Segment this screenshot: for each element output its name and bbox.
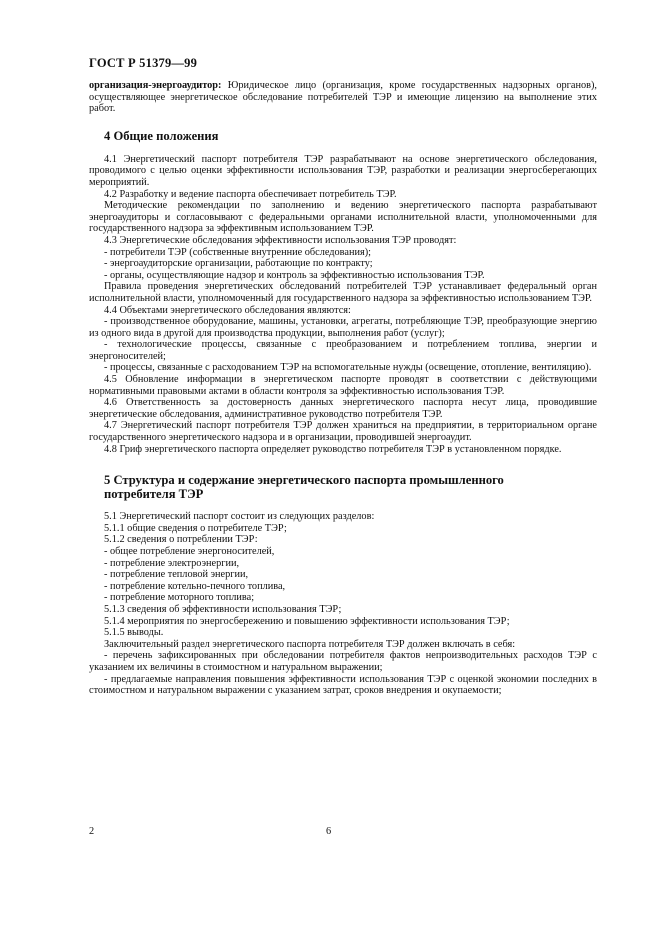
paragraph: 4.4 Объектами энергетического обследования являются:: [104, 304, 351, 316]
definition-text: Юридическое лицо (организация, кроме государственных надзорных органов), осуществляющее энергетическое обследование потребителей ТЭР и имеющие лицензию на выполнение этих работ.: [89, 80, 597, 115]
list-item: 5.1.3 сведения об эффективности использования ТЭР;: [104, 603, 342, 615]
list-item: - процессы, связанные с расходованием ТЭР на вспомогательные нужды (освещение, отопление, вентиляцию).: [104, 362, 592, 374]
list-item: - потребление моторного топлива;: [104, 592, 255, 604]
list-item: - производственное оборудование, машины, установки, агрегаты, потребляющие ТЭР, преобразующие энергию из одного вида в другой для производства продукции, выполнения работ (услуг);: [89, 316, 597, 339]
list-item: 5.1.4 мероприятия по энергосбережению и повышению эффективности использования ТЭР;: [104, 615, 510, 627]
section-5-body: [89, 511, 597, 697]
list-item: - потребление котельно-печного топлива,: [104, 580, 286, 592]
section-4-body: [89, 154, 597, 455]
paragraph: 4.7 Энергетический паспорт потребителя ТЭР должен храниться на предприятии, в территориальном органе государственного энергетического надзора и в организации, проводившей энергоаудит.: [89, 420, 597, 444]
list-item: - потребители ТЭР (собственные внутренние обследования);: [104, 246, 372, 258]
page-number-left: 2: [89, 826, 95, 837]
list-item: - предлагаемые направления повышения эффективности использования ТЭР с оценкой экономии последних в стоимостном и натуральном выражении с указанием затрат, сроков внедрения и окупаемости;: [89, 673, 597, 697]
paragraph: 4.2 Разработку и ведение паспорта обеспечивает потребитель ТЭР.: [104, 188, 397, 200]
page-number-center: 6: [326, 826, 332, 837]
definition-paragraph: [89, 80, 597, 115]
list-item: - органы, осуществляющие надзор и контроль за эффективностью использования ТЭР.: [104, 269, 485, 281]
section-5-title: 5 Структура и содержание энергетического паспорта промышленного потребителя ТЭР: [104, 473, 504, 502]
list-item: - технологические процессы, связанные с преобразованием и потреблением топлива, энергии и энергоносителей;: [89, 339, 597, 362]
page-body: [89, 80, 597, 697]
list-item: - энергоаудиторские организации, работающие по контракту;: [104, 258, 373, 270]
list-item: 5.1.2 сведения о потреблении ТЭР:: [104, 534, 258, 546]
paragraph: 4.8 Гриф энергетического паспорта определяет руководство потребителя ТЭР в установленном порядке.: [104, 443, 562, 455]
document-code: ГОСТ Р 51379—99: [89, 56, 198, 70]
list-item: - общее потребление энергоносителей,: [104, 546, 275, 557]
paragraph: 4.1 Энергетический паспорт потребителя ТЭР разрабатывают на основе энергетического обследования, проводимого с целью оценки эффективности использования ТЭР, разработки и реализации энергосберегающих мероприятий.: [89, 153, 597, 188]
paragraph: 4.5 Обновление информации в энергетическом паспорте проводят в соответствии с действующими нормативными правовыми актами в области контроля за эффективностью использования ТЭР.: [89, 374, 597, 397]
paragraph: Методические рекомендации по заполнению и ведению энергетического паспорта разрабатывают энергоаудиторы и согласовывают с федеральными органами исполнительной власти, уполномоченными для государственного надзора за эффективным использованием ТЭР.: [89, 200, 597, 235]
list-item: 5.1.1 общие сведения о потребителе ТЭР;: [104, 522, 287, 534]
section-4-title: 4 Общие положения: [104, 128, 219, 143]
paragraph: 4.3 Энергетические обследования эффективности использования ТЭР проводят:: [104, 234, 457, 246]
list-item: - потребление тепловой энергии,: [104, 569, 249, 581]
list-item: 5.1.5 выводы.: [104, 627, 164, 639]
paragraph: Заключительный раздел энергетического паспорта потребителя ТЭР должен включать в себя:: [104, 638, 516, 650]
list-item: - потребление электроэнергии,: [104, 557, 240, 569]
list-item: - перечень зафиксированных при обследовании потребителя фактов непроизводительных расходов ТЭР с указанием их величины в стоимостном и натуральном выражении;: [89, 650, 597, 673]
paragraph: 4.6 Ответственность за достоверность данных энергетического паспорта несут лица, проводившие энергетические обследования, административное руководство потребителя ТЭР.: [89, 397, 597, 420]
paragraph: 5.1 Энергетический паспорт состоит из следующих разделов:: [104, 511, 375, 523]
paragraph: Правила проведения энергетических обследований потребителей ТЭР устанавливает федеральный орган исполнительной власти, уполномоченный для государственного надзора за эффективностью использованием ТЭР.: [89, 281, 597, 304]
definition-term: организация-энергоаудитор:: [89, 80, 222, 91]
